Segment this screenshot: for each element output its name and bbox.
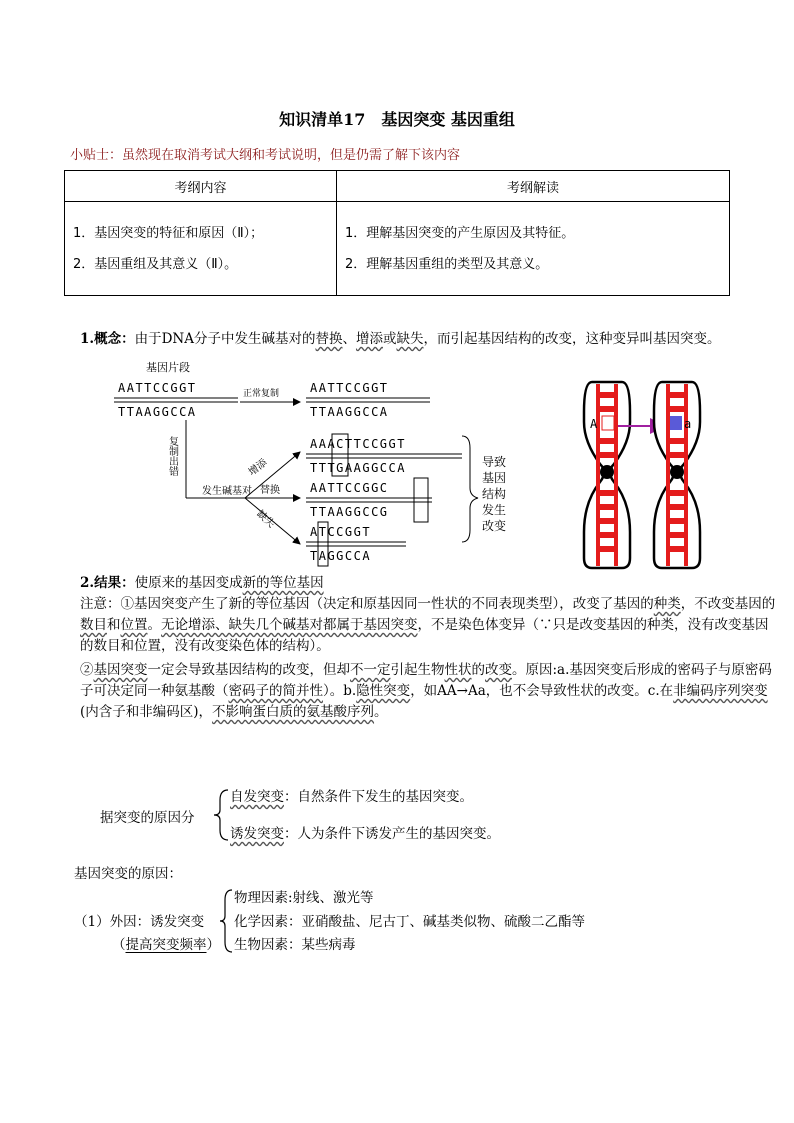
ins-bottom-strand: TTTGAAGGCCA <box>310 461 406 475</box>
note-term: 性状 <box>444 662 472 678</box>
chromosome-illustration <box>578 372 708 572</box>
sub-top-strand: AATTCCGGC <box>310 481 389 495</box>
term-deletion: 缺失 <box>396 331 424 347</box>
allele-region-A <box>602 416 614 430</box>
note-term: 位置 <box>120 617 148 633</box>
note-text: 。 <box>374 704 388 720</box>
physical-factor: 物理因素:射线、激光等 <box>234 890 374 906</box>
sub-bottom-strand: TTAAGGCCG <box>310 505 389 519</box>
copy-error-label: 复制出错 <box>166 436 178 476</box>
allele-region-a <box>670 416 682 430</box>
classify-text: ：人为条件下诱发产生的基因突变。 <box>284 826 500 842</box>
term-insertion: 增添 <box>355 331 383 347</box>
result-paragraph <box>80 573 780 594</box>
note-term: 隐性突变 <box>356 683 411 699</box>
concept-paragraph <box>80 329 780 350</box>
note-text: 。 <box>147 617 161 633</box>
right-centromere <box>670 465 684 479</box>
note-term: 不影响蛋白质的氨基酸序列 <box>212 704 375 720</box>
col1-header: 考纲内容 <box>65 171 337 202</box>
note-term: 密码子的简并性 <box>228 683 323 699</box>
ins-top-strand: AAACTTCCGGT <box>310 437 406 451</box>
normal-copy-label: 正常复制 <box>243 389 280 399</box>
result-line: 改变 <box>482 519 507 533</box>
note-term: 无论增添、缺失几个碱基对都属于基因突变 <box>161 617 418 633</box>
biological-factor: 生物因素：某些病毒 <box>234 937 356 953</box>
sub-highlight-box <box>414 478 428 522</box>
concept-label: 概念： <box>94 331 135 347</box>
term-new-allele: 新的等位基因 <box>242 575 324 591</box>
allele-label-a: a <box>684 417 692 431</box>
note-text: 一定会导致基因结构的改变，但却 <box>147 662 350 678</box>
classify-induced <box>230 824 500 845</box>
deletion-label: 缺失 <box>254 508 277 531</box>
insertion-label: 增添 <box>246 457 270 479</box>
col2-line: 2．理解基因重组的类型及其意义。 <box>345 256 549 272</box>
copy-top-strand: AATTCCGGT <box>310 381 389 395</box>
concept-sep: 、 <box>342 331 356 347</box>
base-pair-label: 发生碱基对 <box>202 486 252 497</box>
result-line: 发生 <box>482 503 507 517</box>
gene-fragment-label: 基因片段 <box>146 361 190 374</box>
concept-number: 1. <box>80 331 95 347</box>
concept-text: ，而引起基因结构的改变，这种变异叫基因突变。 <box>423 331 721 347</box>
result-number: 2. <box>80 575 95 591</box>
causes-heading: 基因突变的原因： <box>74 866 182 882</box>
note-text: ② <box>80 662 94 678</box>
result-line: 导致 <box>482 455 507 469</box>
note-term: 基因突变 <box>93 662 148 678</box>
col2-content <box>337 202 730 296</box>
note-term: 种类 <box>653 596 681 612</box>
note-paragraph-1 <box>80 594 778 657</box>
classify-spontaneous <box>230 787 473 808</box>
substitution-label: 替换 <box>260 485 280 496</box>
result-line: 基因 <box>482 471 507 485</box>
note-text: 注意：①基因突变产生了新的等位基因（决定和原基因同一性状的不同表现类型），改变了基因的 <box>80 596 654 612</box>
note-text: ，如AA→Aa，也不会导致性状的改变。c.在 <box>410 683 674 699</box>
orig-bottom-strand: TTAAGGCCA <box>118 405 197 419</box>
note-text: ，不改变基因的 <box>680 596 776 612</box>
note-paragraph-2 <box>80 660 778 723</box>
term-induced: 诱发突变 <box>230 826 284 842</box>
copy-bottom-strand: TTAAGGCCA <box>310 405 389 419</box>
del-top-strand: ATCCGGT <box>310 525 372 539</box>
term-raise-frequency: 提高突变频率 <box>125 937 207 953</box>
classify-brace <box>212 788 230 842</box>
external-cause-sub: （提高突变频率） <box>112 937 220 953</box>
orig-top-strand: AATTCCGGT <box>118 381 197 395</box>
classify-left-label: 据突变的原因分 <box>100 810 195 826</box>
result-line: 结构 <box>482 487 507 501</box>
outline-table <box>64 170 730 296</box>
note-text: 和 <box>107 617 121 633</box>
note-term: 改变 <box>485 662 512 678</box>
dna-mutation-diagram <box>100 358 520 576</box>
note-text: ）。b. <box>323 683 357 699</box>
classify-text: ：自然条件下发生的基因突变。 <box>284 789 473 805</box>
term-spontaneous: 自发突变 <box>230 789 284 805</box>
note-term: 数目 <box>80 617 107 633</box>
result-label: 结果： <box>94 575 135 591</box>
result-brace <box>462 436 478 542</box>
causes-brace <box>218 888 234 954</box>
note-text: 。原因:a.基因突变后形成的密码子与原密码子可决定同一种氨基酸（ <box>80 662 772 699</box>
del-bottom-strand: TAGGCCA <box>310 549 372 563</box>
note-text: (内含子和非编码区)， <box>80 704 213 720</box>
allele-label-A: A <box>590 417 598 431</box>
note-text: 的 <box>471 662 485 678</box>
note-term: 不一定 <box>350 662 391 678</box>
chemical-factor: 化学因素：亚硝酸盐、尼古丁、碱基类似物、硫酸二乙酯等 <box>234 914 585 930</box>
left-centromere <box>600 465 614 479</box>
note-text: ，不是染色体变异（∵只是改变基因的种类，没有改变基因的数目和位置，没有改变染色体的结构）。 <box>80 617 769 654</box>
tip-text: 小贴士：虽然现在取消考试大纲和考试说明，但是仍需了解下该内容 <box>70 148 461 163</box>
col2-header: 考纲解读 <box>337 171 730 202</box>
concept-text: 或 <box>382 331 397 347</box>
note-term: 非编码序列突变 <box>673 683 768 699</box>
external-cause-label: （1）外因：诱发突变 <box>74 914 205 930</box>
result-text: 使原来的基因变成 <box>134 575 243 591</box>
col2-line: 1．理解基因突变的产生原因及其特征。 <box>345 225 575 241</box>
term-substitution: 替换 <box>315 331 343 347</box>
col1-line: 2．基因重组及其意义（Ⅱ）。 <box>73 256 238 272</box>
concept-text: 由于DNA分子中发生碱基对的 <box>134 331 316 347</box>
col1-line: 1．基因突变的特征和原因（Ⅱ）； <box>73 225 264 241</box>
note-text: 引起生物 <box>390 662 445 678</box>
page-title: 知识清单17 基因突变 基因重组 <box>279 110 515 129</box>
col1-content <box>65 202 337 296</box>
